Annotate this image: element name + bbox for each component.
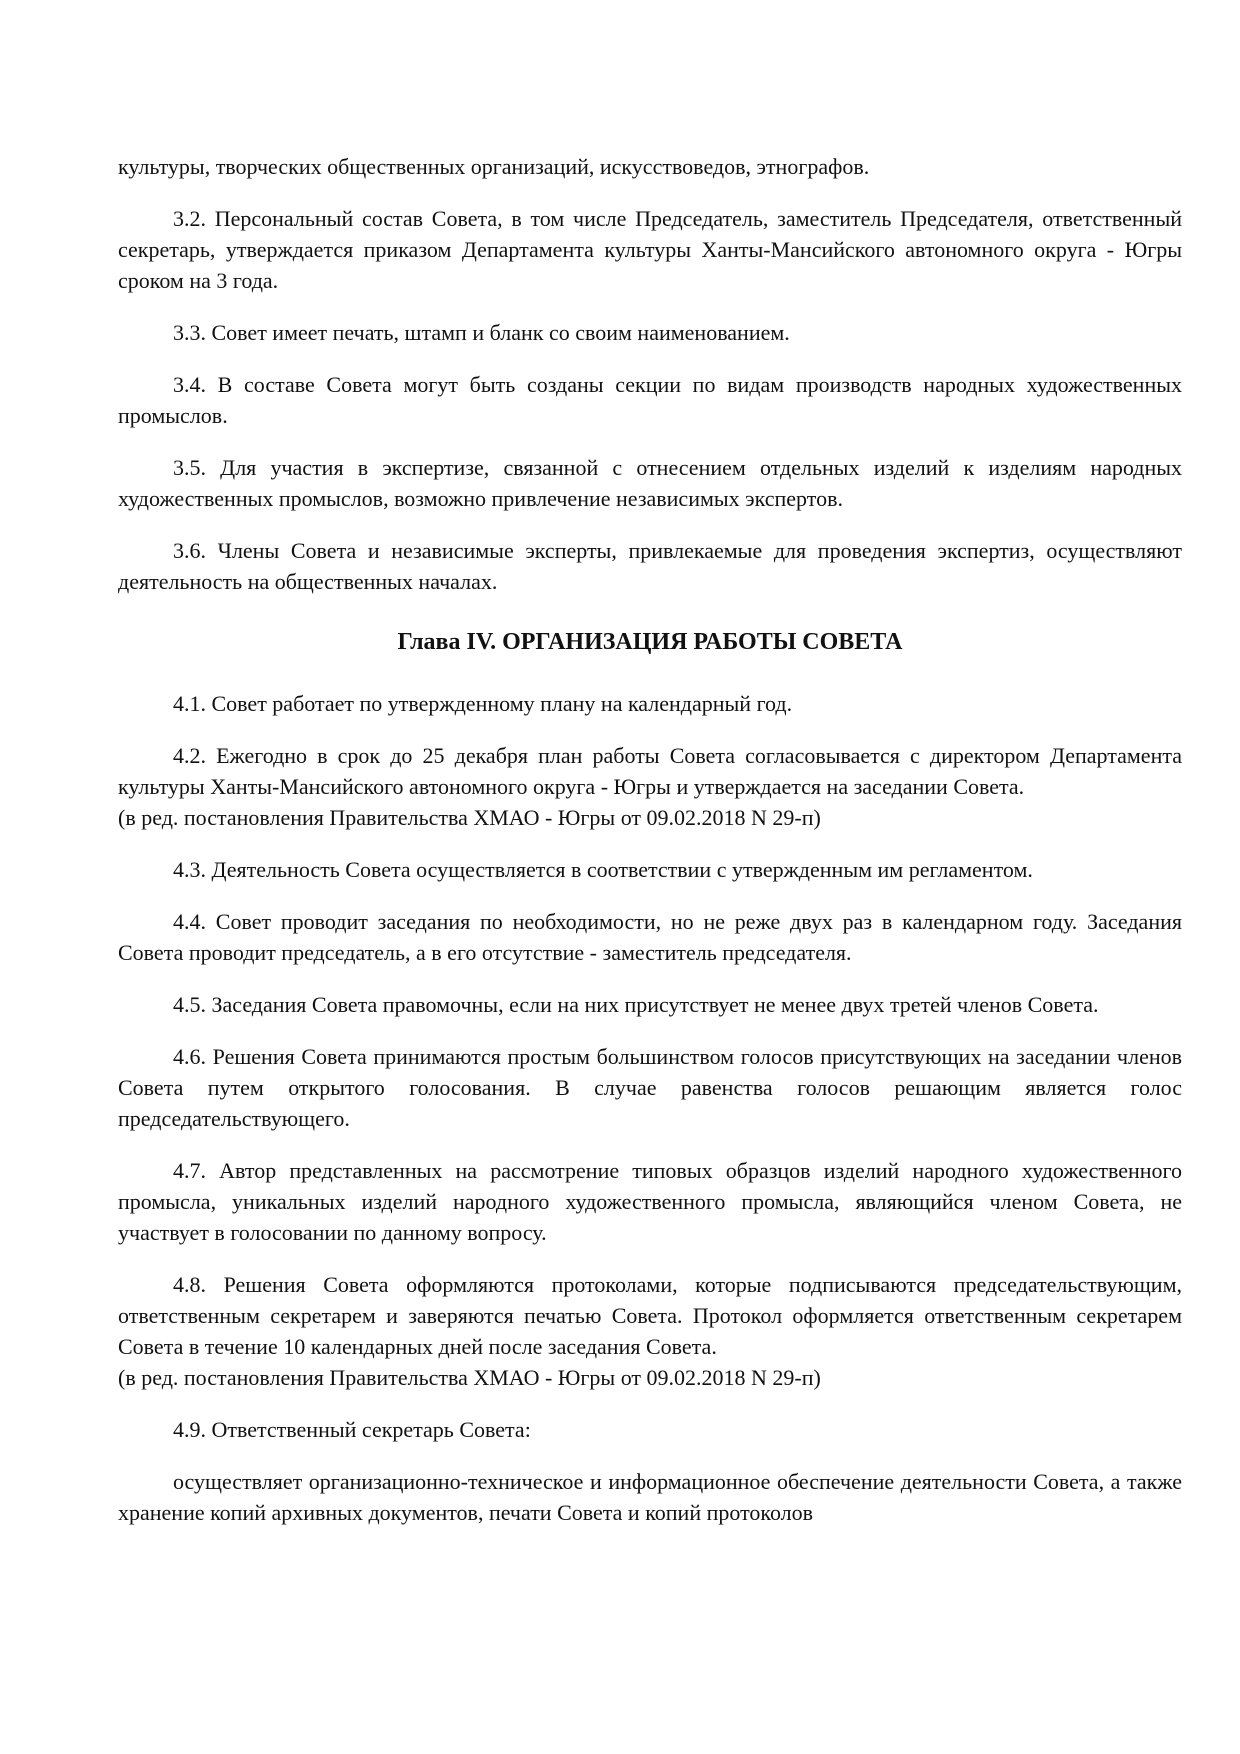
paragraph-text: 4.6. Решения Совета принимаются простым большинством голосов присутствующих на заседании членов Совета путем открытого голосования. В случае равенства голосов решающим является голос председательствующего. [118,1044,1182,1131]
section-3-paragraphs [118,151,1182,597]
paragraph: 3.3. Совет имеет печать, штамп и бланк со своим наименованием. [173,320,790,345]
paragraph-text: осуществляет организационно-техническое и информационное обеспечение деятельности Совета, а также хранение копий архивных документов, печати Совета и копий протоколов [118,1469,1182,1525]
paragraph: 3.6. Члены Совета и независимые эксперты, привлекаемые для проведения экспертиз, осуществляют деятельность на общественных началах. [118,538,1182,594]
paragraph [118,688,1182,719]
paragraph [118,854,1182,885]
chapter-heading: Глава IV. ОРГАНИЗАЦИЯ РАБОТЫ СОВЕТА [397,629,903,655]
paragraph [118,1041,1182,1134]
amendment-reference: (в ред. постановления Правительства ХМАО - Югры от 09.02.2018 N 29-п) [118,1365,821,1390]
paragraph: 3.2. Персональный состав Совета, в том числе Председатель, заместитель Председателя, ответственный секретарь, утверждается приказом Департамента культуры Ханты-Мансийского автономного округа - Югры сроком на 3 года. [118,206,1182,293]
amendment-reference: (в ред. постановления Правительства ХМАО - Югры от 09.02.2018 N 29-п) [118,805,821,830]
paragraph-text: 4.2. Ежегодно в срок до 25 декабря план работы Совета согласовывается с директором Департамента культуры Ханты-Мансийского автономного округа - Югры и утверждается на заседании Совета. [118,743,1182,799]
paragraph [118,989,1182,1020]
paragraph-text: 4.4. Совет проводит заседания по необходимости, но не реже двух раз в календарном году. Заседания Совета проводит председатель, а в его отсутствие - заместитель председателя. [118,909,1182,965]
paragraph: 3.5. Для участия в экспертизе, связанной с отнесением отдельных изделий к изделиям народных художественных промыслов, возможно привлечение независимых экспертов. [118,455,1182,511]
paragraph [118,1414,1182,1445]
paragraph-text: 4.8. Решения Совета оформляются протоколами, которые подписываются председательствующим, ответственным секретарем и заверяются печатью Совета. Протокол оформляется ответственным секретарем Совета в течение 10 календарных дней после заседания Совета. [118,1272,1182,1359]
paragraph-text: 4.5. Заседания Совета правомочны, если на них присутствует не менее двух третей членов Совета. [173,992,1099,1017]
paragraph: культуры, творческих общественных организаций, искусствоведов, этнографов. [118,154,870,179]
paragraph-text: 4.7. Автор представленных на рассмотрение типовых образцов изделий народного художественного промысла, уникальных изделий народного художественного промысла, являющийся членом Совета, не участвует в голосовании по данному вопросу. [118,1158,1182,1245]
paragraph [118,1155,1182,1248]
paragraph-text: 4.3. Деятельность Совета осуществляется в соответствии с утвержденным им регламентом. [173,857,1033,882]
paragraph [118,1269,1182,1393]
paragraph-text: 4.9. Ответственный секретарь Совета: [173,1417,531,1442]
paragraph: 3.4. В составе Совета могут быть созданы секции по видам производств народных художественных промыслов. [118,372,1182,428]
paragraph [118,740,1182,833]
section-4-paragraphs [118,688,1182,1528]
document-page [118,151,1182,1549]
paragraph [118,1466,1182,1528]
paragraph-text: 4.1. Совет работает по утвержденному плану на календарный год. [173,691,793,716]
paragraph [118,906,1182,968]
